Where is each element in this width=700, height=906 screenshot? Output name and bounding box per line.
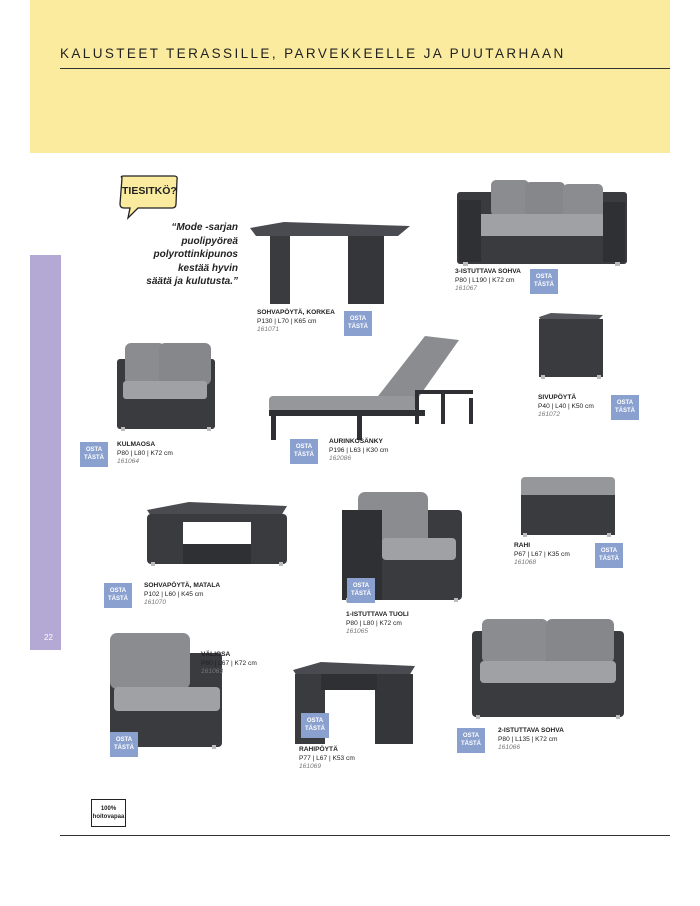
product-code: 161064: [117, 458, 140, 466]
product-code: 161072: [538, 411, 561, 419]
product-dimensions: P80 | L80 | K72 cm: [117, 449, 173, 457]
product-info-middle-piece: [201, 651, 257, 677]
buy-label: TÄSTÄ: [351, 590, 371, 597]
quote-line: polyrottinkipunos: [153, 249, 238, 260]
product-info-ottoman: [514, 542, 570, 568]
product-code: 162086: [329, 455, 352, 463]
product-info-sofa-table-high: [257, 309, 335, 335]
page-number: 22: [44, 633, 53, 642]
sofa-table-high-image: [248, 222, 412, 306]
product-code: 161068: [514, 559, 537, 567]
product-code: 161070: [144, 599, 167, 607]
product-info-three-seat-sofa: [455, 268, 521, 294]
buy-label: OSTA: [352, 583, 370, 589]
buy-button-three-seat-sofa[interactable]: [530, 269, 558, 294]
buy-label: OSTA: [295, 444, 313, 450]
buy-label: OSTA: [600, 548, 618, 554]
buy-button-sofa-table-low[interactable]: [104, 583, 132, 608]
product-name: SIVUPÖYTÄ: [538, 394, 577, 401]
product-dimensions: P77 | L67 | K53 cm: [299, 754, 355, 762]
buy-label: OSTA: [85, 447, 103, 453]
sun-lounger-image: [265, 334, 477, 442]
product-dimensions: P80 | L135 | K72 cm: [498, 735, 558, 743]
product-name: 2-ISTUTTAVA SOHVA: [498, 727, 564, 734]
quote-line: puolipyöreä: [181, 235, 238, 247]
product-dimensions: P80 | L80 | K72 cm: [346, 619, 402, 627]
buy-label: TÄSTÄ: [108, 595, 128, 602]
side-table-image: [537, 313, 605, 381]
three-seat-sofa-image: [455, 178, 630, 270]
buy-label: TÄSTÄ: [599, 555, 619, 562]
product-dimensions: P130 | L70 | K65 cm: [257, 317, 317, 325]
product-dimensions: P102 | L60 | K45 cm: [144, 590, 204, 598]
product-code: 161066: [498, 744, 521, 752]
product-info-sofa-table-low: [144, 582, 220, 608]
product-code: 161065: [346, 628, 369, 636]
product-code: 161067: [455, 285, 478, 293]
buy-button-corner-piece[interactable]: [80, 442, 108, 467]
buy-label: TÄSTÄ: [84, 454, 104, 461]
buy-label: TÄSTÄ: [534, 281, 554, 288]
quote-line: säätä ja kulutusta.”: [146, 276, 238, 287]
buy-button-armchair[interactable]: [347, 578, 375, 603]
two-seat-sofa-image: [470, 617, 626, 721]
product-info-sun-lounger: [329, 438, 389, 464]
page-title: KALUSTEET TERASSILLE, PARVEKKEELLE JA PUUTARHAAN: [60, 46, 566, 61]
product-info-side-table: [538, 394, 594, 420]
side-accent-band: [30, 255, 61, 650]
buy-label: TÄSTÄ: [615, 407, 635, 414]
product-info-two-seat-sofa: [498, 727, 564, 753]
buy-button-chair-table[interactable]: [301, 713, 329, 738]
buy-label: TÄSTÄ: [305, 725, 325, 732]
badge-line: hoitovapaa: [92, 814, 125, 820]
ottoman-image: [519, 475, 617, 539]
buy-label: OSTA: [115, 737, 133, 743]
product-name: 3-ISTUTTAVA SOHVA: [455, 268, 521, 275]
product-dimensions: P80 | L67 | K72 cm: [201, 659, 257, 667]
quote-line: kestää hyvin: [177, 262, 238, 274]
buy-label: OSTA: [535, 274, 553, 280]
quote-line: “Mode -sarjan: [171, 222, 238, 233]
product-name: SOHVAPÖYTÄ, MATALA: [144, 582, 221, 589]
product-dimensions: P67 | L67 | K35 cm: [514, 550, 570, 558]
header-divider: [60, 68, 670, 69]
product-code: 161063: [201, 668, 224, 676]
product-dimensions: P80 | L190 | K72 cm: [455, 276, 515, 284]
product-name: VÄLIOSA: [201, 651, 231, 658]
did-you-know-quote: [118, 221, 238, 289]
speech-bubble-icon: [118, 174, 180, 222]
buy-label: OSTA: [109, 588, 127, 594]
buy-button-side-table[interactable]: [611, 395, 639, 420]
did-you-know-label: TIESITKÖ?: [122, 185, 177, 197]
buy-button-sun-lounger[interactable]: [290, 439, 318, 464]
footer-divider: [60, 835, 670, 836]
product-code: 161071: [257, 326, 280, 334]
buy-label: OSTA: [616, 400, 634, 406]
buy-label: OSTA: [306, 718, 324, 724]
product-dimensions: P40 | L40 | K50 cm: [538, 402, 594, 410]
buy-label: TÄSTÄ: [294, 451, 314, 458]
product-info-corner-piece: [117, 441, 173, 467]
buy-button-two-seat-sofa[interactable]: [457, 728, 485, 753]
header-background: [30, 0, 670, 153]
corner-piece-image: [117, 341, 217, 433]
sofa-table-low-image: [145, 502, 289, 570]
badge-line: 100%: [100, 806, 117, 812]
product-info-armchair: [346, 611, 409, 637]
buy-button-middle-piece[interactable]: [110, 732, 138, 757]
buy-label: TÄSTÄ: [114, 744, 134, 751]
buy-label: OSTA: [349, 316, 367, 322]
product-dimensions: P196 | L63 | K30 cm: [329, 446, 389, 454]
product-name: RAHI: [514, 542, 531, 549]
buy-button-sofa-table-high[interactable]: [344, 311, 372, 336]
product-name: AURINKOSÄNKY: [329, 438, 383, 445]
buy-label: TÄSTÄ: [461, 740, 481, 747]
buy-label: TÄSTÄ: [348, 323, 368, 330]
product-name: SOHVAPÖYTÄ, KORKEA: [257, 309, 335, 316]
product-info-chair-table: [299, 746, 355, 772]
product-code: 161069: [299, 763, 322, 771]
product-name: 1-ISTUTTAVA TUOLI: [346, 611, 409, 618]
product-name: KULMAOSA: [117, 441, 156, 448]
buy-button-ottoman[interactable]: [595, 543, 623, 568]
maintenance-free-badge: [91, 799, 126, 827]
buy-label: OSTA: [462, 733, 480, 739]
product-name: RAHIPÖYTÄ: [299, 746, 338, 753]
